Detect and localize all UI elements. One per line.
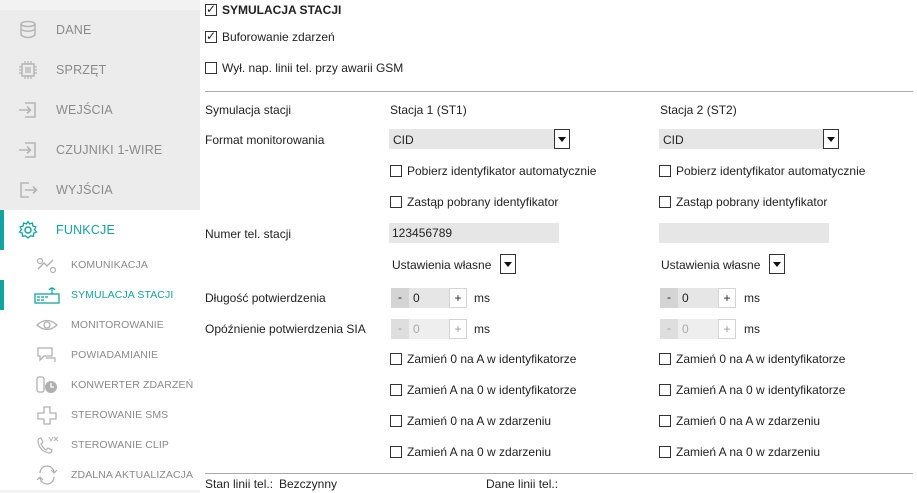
- check-mark-icon: ✓: [206, 29, 217, 43]
- clip-phone-icon: [34, 435, 60, 455]
- nav-item-sprzet[interactable]: [0, 50, 200, 90]
- chevron-down-icon[interactable]: [769, 254, 785, 274]
- update-icon: [34, 465, 60, 485]
- active-indicator: [0, 210, 4, 250]
- sub-item-label: STEROWANIE CLIP: [71, 439, 169, 451]
- station-1-replace-id-checkbox[interactable]: [390, 196, 402, 208]
- nav-item-wyjscia[interactable]: [0, 170, 200, 210]
- event-buffering-label: Buforowanie zdarzeń: [222, 30, 335, 44]
- active-indicator: [0, 280, 4, 310]
- select-value: Ustawienia własne: [661, 258, 761, 272]
- station-2-phone-input[interactable]: [659, 223, 829, 243]
- chevron-down-icon[interactable]: [823, 129, 839, 149]
- station-2-format-select[interactable]: [659, 129, 839, 149]
- station-phone-row-label: Numer tel. stacji: [205, 227, 292, 241]
- station-2-sia-delay-stepper[interactable]: [660, 319, 736, 339]
- station-simulation-row-label: Symulacja stacji: [205, 103, 292, 117]
- sub-item-label: KONWERTER ZDARZEŃ: [71, 379, 194, 391]
- input-value: 123456789: [392, 226, 453, 240]
- nav-item-czujniki[interactable]: [0, 130, 200, 170]
- station-2-swap-0a-id-checkbox[interactable]: [659, 353, 671, 365]
- station-2-title: Stacja 2 (ST2): [660, 103, 737, 117]
- station-1-settings-select[interactable]: [389, 255, 515, 275]
- sub-item-komunikacja[interactable]: [0, 250, 200, 280]
- event-buffering-checkbox[interactable]: [205, 31, 217, 43]
- station-1-phone-input[interactable]: [389, 223, 559, 243]
- enable-station-simulation-checkbox[interactable]: [205, 4, 217, 16]
- nav-item-label: FUNKCJE: [56, 223, 116, 237]
- nav-item-label: CZUJNIKI 1-WIRE: [56, 143, 163, 157]
- station-1-title: Stacja 1 (ST1): [390, 103, 467, 117]
- stepper-value[interactable]: 0: [413, 322, 420, 336]
- increment-button[interactable]: +: [718, 288, 736, 308]
- stepper-value[interactable]: 0: [682, 322, 689, 336]
- station-1-auto-id-label: Pobierz identyfikator automatycznie: [407, 164, 597, 178]
- notification-icon: [34, 345, 60, 365]
- divider: [205, 473, 913, 474]
- sub-item-label: POWIADAMIANIE: [71, 349, 159, 361]
- station-1-swap-0a-event-label: Zamień 0 na A w zdarzeniu: [407, 414, 552, 428]
- station-2-replace-id-label: Zastąp pobrany identyfikator: [676, 195, 828, 209]
- divider: [205, 91, 913, 92]
- station-2-swap-a0-id-checkbox[interactable]: [659, 384, 671, 396]
- decrement-button[interactable]: -: [391, 319, 409, 339]
- sub-item-label: KOMUNIKACJA: [71, 259, 148, 271]
- increment-button[interactable]: +: [718, 319, 736, 339]
- station-2-swap-a0-event-label: Zamień A na 0 w zdarzeniu: [676, 445, 821, 459]
- station-2-auto-id-checkbox[interactable]: [659, 165, 671, 177]
- decrement-button[interactable]: -: [660, 319, 678, 339]
- decrement-button[interactable]: -: [391, 288, 409, 308]
- station-1-swap-0a-id-label: Zamień 0 na A w identyfikatorze: [407, 352, 577, 366]
- nav-item-label: DANE: [56, 23, 92, 37]
- select-value: CID: [663, 133, 684, 147]
- database-icon: [17, 20, 39, 40]
- nav-item-dane[interactable]: [0, 10, 200, 50]
- increment-button[interactable]: +: [449, 288, 467, 308]
- station-1-ack-length-stepper[interactable]: [391, 288, 467, 308]
- ack-length-row-label: Długość potwierdzenia: [205, 291, 326, 305]
- check-mark-icon: ✓: [206, 2, 217, 16]
- sensor-input-icon: [17, 140, 39, 160]
- sub-item-label: MONITOROWANIE: [71, 319, 164, 331]
- station-2-swap-a0-id-label: Zamień A na 0 w identyfikatorze: [676, 383, 846, 397]
- sub-item-symulacja-stacji[interactable]: [0, 280, 200, 310]
- line-state-value: Bezczynny: [279, 477, 338, 491]
- disable-phone-line-label: Wył. nap. linii tel. przy awarii GSM: [222, 61, 404, 75]
- input-icon: [17, 100, 39, 120]
- station-1-swap-a0-id-label: Zamień A na 0 w identyfikatorze: [407, 383, 577, 397]
- nav-item-label: SPRZĘT: [56, 63, 107, 77]
- decrement-button[interactable]: -: [660, 288, 678, 308]
- select-value: CID: [393, 133, 414, 147]
- station-2-settings-select[interactable]: [658, 255, 784, 275]
- select-value: Ustawienia własne: [392, 258, 492, 272]
- converter-icon: [34, 375, 60, 395]
- sia-ack-delay-row-label: Opóźnienie potwierdzenia SIA: [205, 322, 366, 336]
- sub-item-zdalna-aktualizacja[interactable]: [0, 460, 200, 490]
- output-icon: [17, 180, 39, 200]
- station-1-swap-0a-id-checkbox[interactable]: [390, 353, 402, 365]
- sub-item-label: SYMULACJA STACJI: [71, 289, 174, 301]
- sub-item-monitorowanie[interactable]: [0, 310, 200, 340]
- nav-item-label: WYJŚCIA: [56, 183, 113, 197]
- sub-item-label: STEROWANIE SMS: [71, 409, 169, 421]
- unit-label: ms: [474, 322, 490, 336]
- station-icon: [34, 285, 60, 305]
- station-2-ack-length-stepper[interactable]: [660, 288, 736, 308]
- unit-label: ms: [744, 322, 760, 336]
- sub-item-label: ZDALNA AKTUALIZACJA: [71, 469, 194, 481]
- monitoring-format-row-label: Format monitorowania: [205, 133, 325, 147]
- nav-item-label: WEJŚCIA: [56, 103, 113, 117]
- stepper-value[interactable]: 0: [682, 291, 689, 305]
- unit-label: ms: [474, 291, 490, 305]
- station-2-swap-0a-id-label: Zamień 0 na A w identyfikatorze: [676, 352, 846, 366]
- nav-item-funkcje[interactable]: [0, 210, 200, 250]
- disable-phone-line-checkbox[interactable]: [205, 62, 217, 74]
- sidebar: [0, 0, 200, 493]
- communication-icon: [34, 255, 60, 275]
- station-1-swap-a0-id-checkbox[interactable]: [390, 384, 402, 396]
- gear-icon: [17, 220, 39, 240]
- sub-item-sterowanie-sms[interactable]: [0, 400, 200, 430]
- line-data-label: Dane linii tel.:: [486, 477, 559, 491]
- chevron-down-icon[interactable]: [554, 129, 570, 149]
- sub-item-konwerter-zdarzen[interactable]: [0, 370, 200, 400]
- chevron-down-icon[interactable]: [500, 254, 516, 274]
- station-1-swap-a0-event-checkbox[interactable]: [390, 446, 402, 458]
- chip-icon: [17, 60, 39, 80]
- stepper-value[interactable]: 0: [413, 291, 420, 305]
- increment-button[interactable]: +: [449, 319, 467, 339]
- station-1-auto-id-checkbox[interactable]: [390, 165, 402, 177]
- station-2-swap-a0-event-checkbox[interactable]: [659, 446, 671, 458]
- station-1-format-select[interactable]: [389, 129, 570, 149]
- station-2-swap-0a-event-label: Zamień 0 na A w zdarzeniu: [676, 414, 821, 428]
- station-2-replace-id-checkbox[interactable]: [659, 196, 671, 208]
- sms-icon: [34, 405, 60, 425]
- station-1-swap-0a-event-checkbox[interactable]: [390, 415, 402, 427]
- line-state-label: Stan linii tel.:: [205, 477, 274, 491]
- station-2-auto-id-label: Pobierz identyfikator automatycznie: [676, 164, 866, 178]
- sub-item-powiadamianie[interactable]: [0, 340, 200, 370]
- unit-label: ms: [744, 291, 760, 305]
- station-1-sia-delay-stepper[interactable]: [391, 319, 467, 339]
- station-1-replace-id-label: Zastąp pobrany identyfikator: [407, 195, 559, 209]
- nav-item-wejscia[interactable]: [0, 90, 200, 130]
- station-1-swap-a0-event-label: Zamień A na 0 w zdarzeniu: [407, 445, 552, 459]
- eye-icon: [34, 315, 60, 335]
- station-2-swap-0a-event-checkbox[interactable]: [659, 415, 671, 427]
- enable-station-simulation-label: SYMULACJA STACJI: [222, 3, 342, 17]
- sub-item-sterowanie-clip[interactable]: [0, 430, 200, 460]
